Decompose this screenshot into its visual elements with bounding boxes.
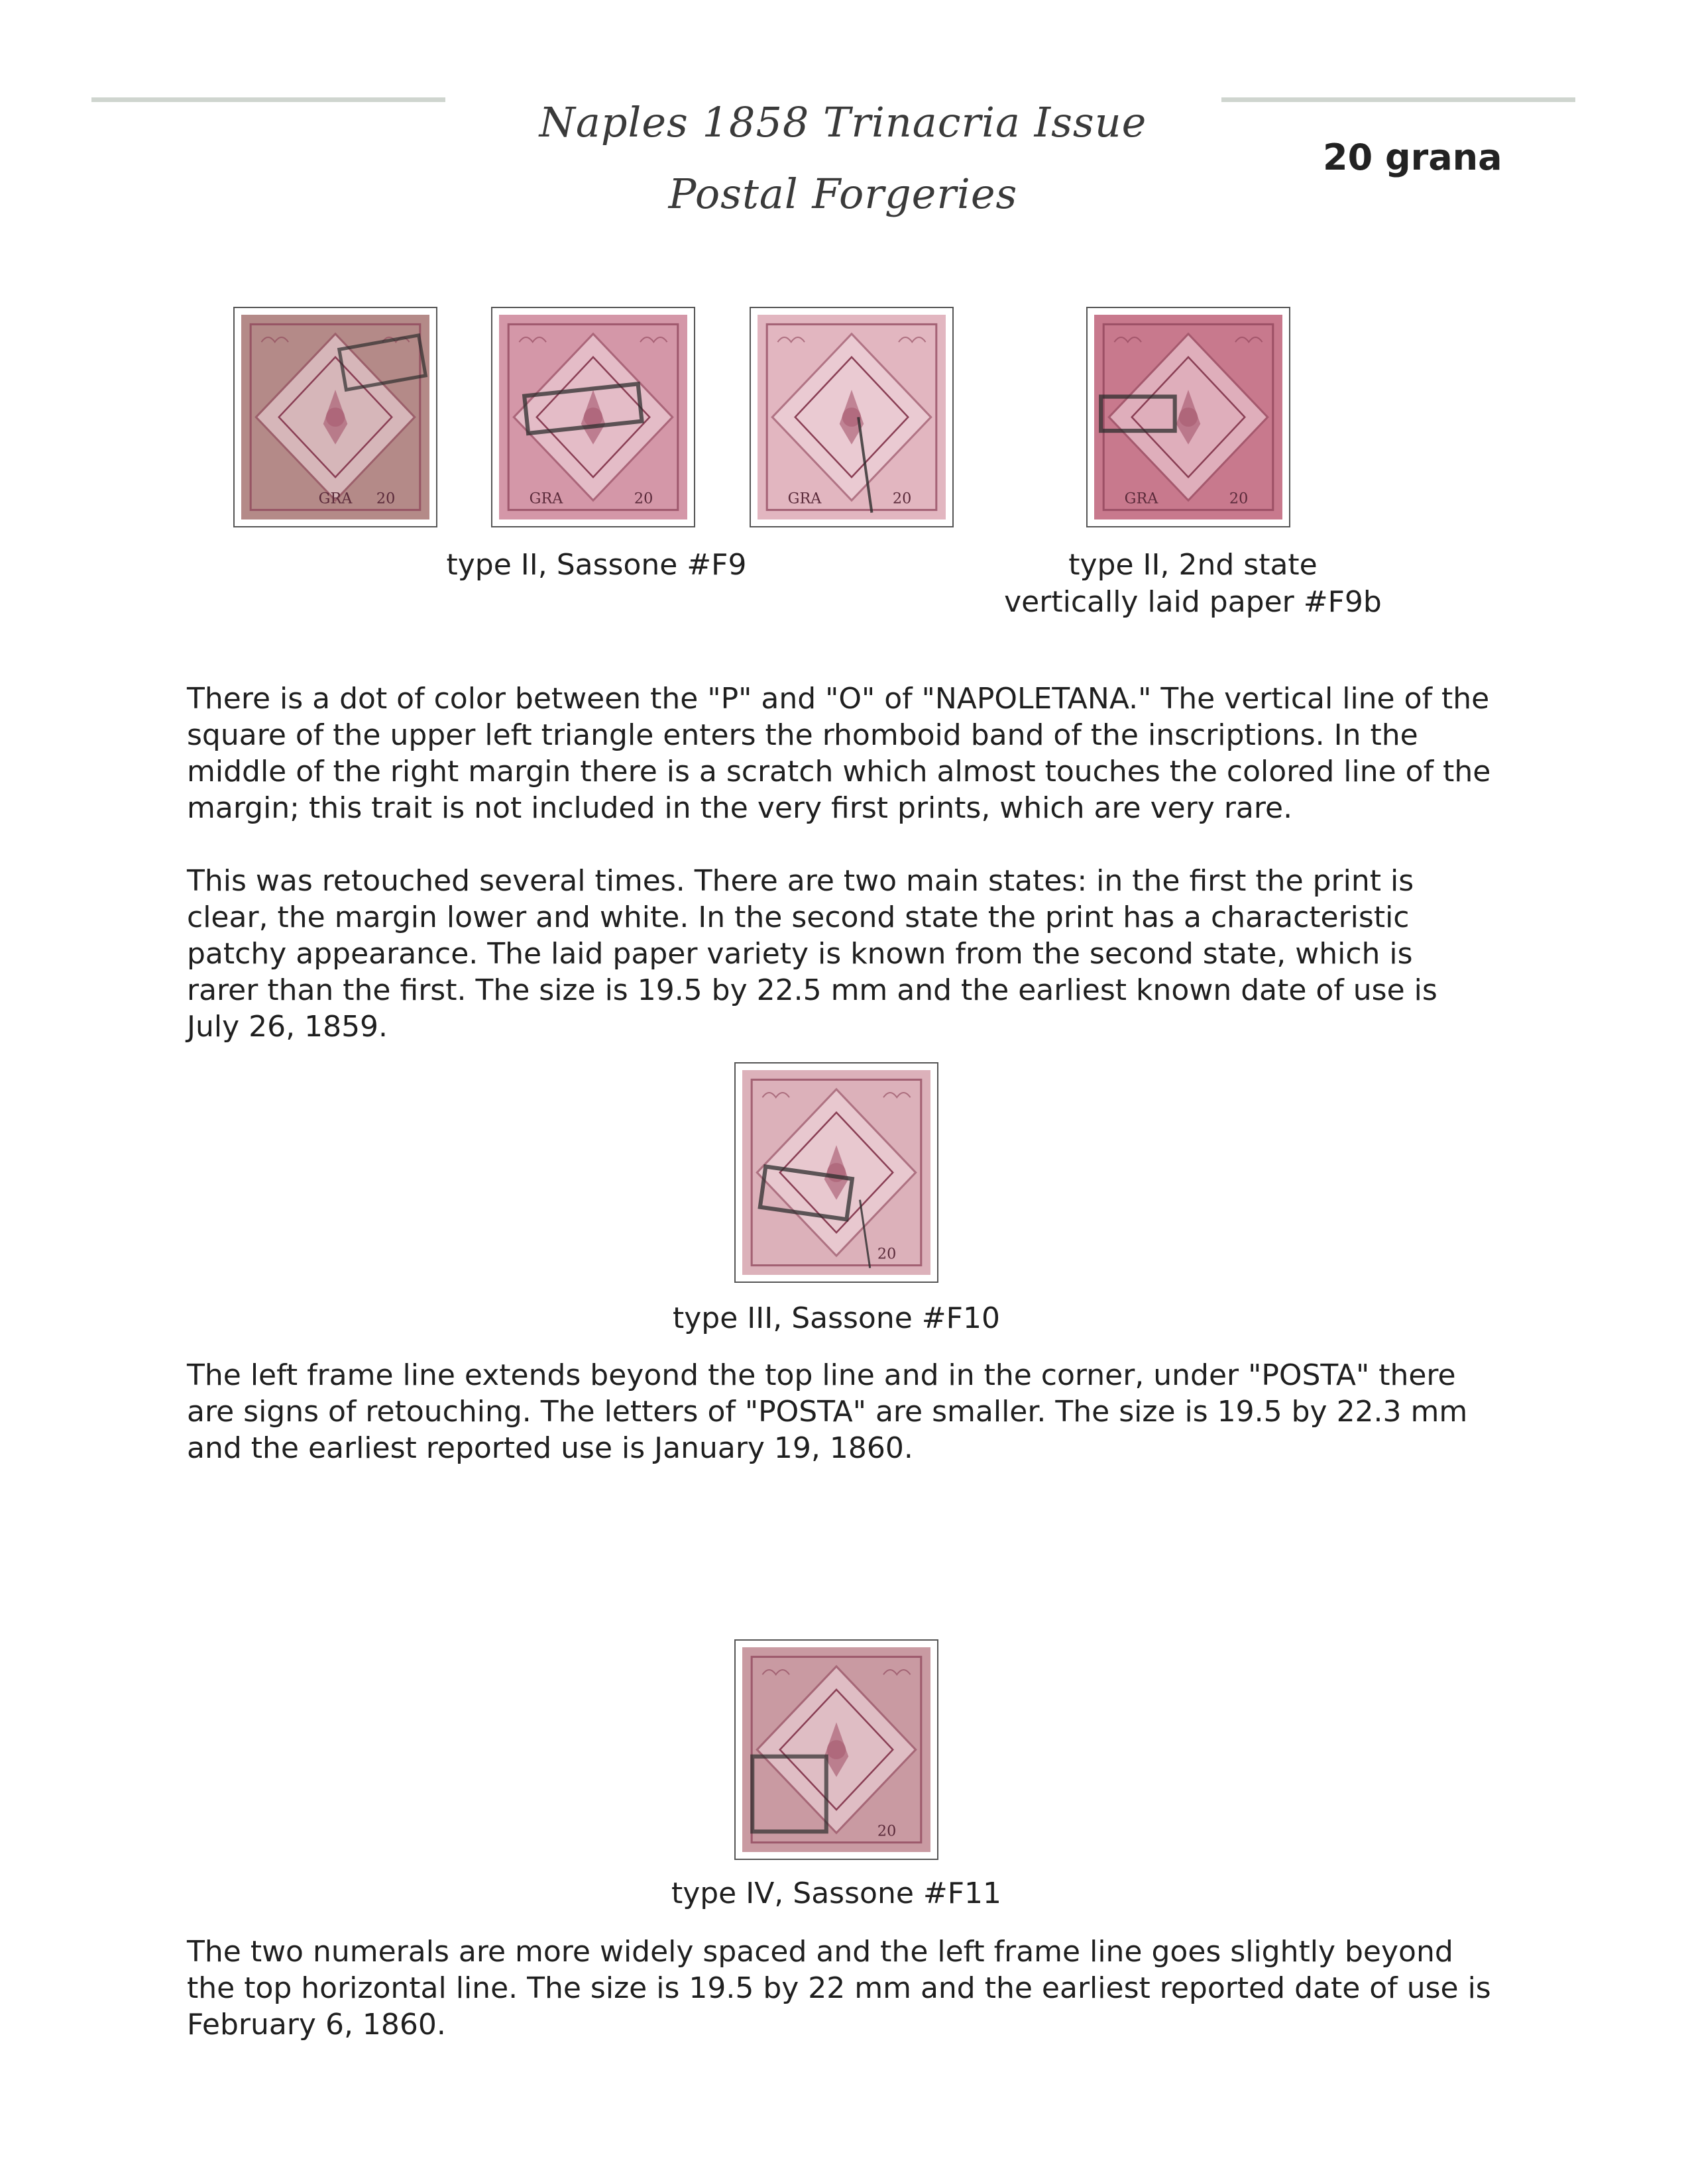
svg-text:20: 20 xyxy=(634,490,653,508)
paragraph-type3-description: The left frame line extends beyond the top line and in the corner, under "POSTA" there are signs of retouching. The letters of "POSTA" are smaller. The size is 19.5 by 22.3 mm and the earliest reported use is January 19, 1860. xyxy=(187,1358,1468,1465)
stamp-image-type2-c xyxy=(750,307,954,527)
page-title: Naples 1858 Trinacria Issue xyxy=(539,98,1147,146)
stamp-image-type2-a xyxy=(233,307,437,527)
caption-type2-2nd-line1: type II, 2nd state xyxy=(1068,548,1318,582)
svg-text:GRA: GRA xyxy=(1124,490,1158,508)
svg-text:GRA: GRA xyxy=(529,490,563,508)
paragraph-type4-description: The two numerals are more widely spaced and the left frame line goes slightly beyond the top horizontal line. The size is 19.5 by 22 mm and the earliest reported date of use is February 6, 1860. xyxy=(187,1935,1491,2042)
stamp-image-type2-2nd-state xyxy=(1086,307,1290,527)
svg-text:GRA: GRA xyxy=(318,490,353,508)
caption-type4-text: type IV, Sassone #F11 xyxy=(671,1877,1002,1910)
caption-type4 xyxy=(578,1875,1095,1912)
svg-text:20: 20 xyxy=(376,490,396,508)
paragraph-type2-states: This was retouched several times. There are two main states: in the first the print is clear, the margin lower and white. In the second state the print has a characteristic patchy appearance. The laid paper variety is known from the second state, which is rarer than the first. The size is 19.5 by 22.5 mm and the earliest known date of use is July 26, 1859. xyxy=(187,864,1437,1044)
stamp-image-type2-b xyxy=(491,307,695,527)
caption-type2 xyxy=(384,547,809,584)
svg-text:GRA: GRA xyxy=(787,490,822,508)
svg-text:20: 20 xyxy=(1229,490,1249,508)
caption-type2-2nd-line2: vertically laid paper #F9b xyxy=(1004,585,1382,619)
stamp-image-type3 xyxy=(734,1062,938,1283)
paragraph-type2-description: There is a dot of color between the "P" and "O" of "NAPOLETANA." The vertical line of the square of the upper left triangle enters the rhomboid band of the inscriptions. In the middle of the right margin there is a scratch which almost touches the colored line of the margin; this trait is not included in the very first prints, which are very rare. xyxy=(187,682,1491,825)
stamp-image-type4 xyxy=(734,1639,938,1860)
caption-type3-text: type III, Sassone #F10 xyxy=(673,1301,1000,1335)
caption-type3 xyxy=(578,1300,1095,1337)
caption-type2-text: type II, Sassone #F9 xyxy=(446,548,747,582)
denomination-label: 20 grana xyxy=(1323,136,1502,178)
svg-text:20: 20 xyxy=(892,490,912,508)
caption-type2-2nd-state xyxy=(941,547,1445,621)
page-subtitle: Postal Forgeries xyxy=(668,170,1018,218)
svg-text:20: 20 xyxy=(877,1822,897,1840)
svg-text:20: 20 xyxy=(877,1245,897,1263)
